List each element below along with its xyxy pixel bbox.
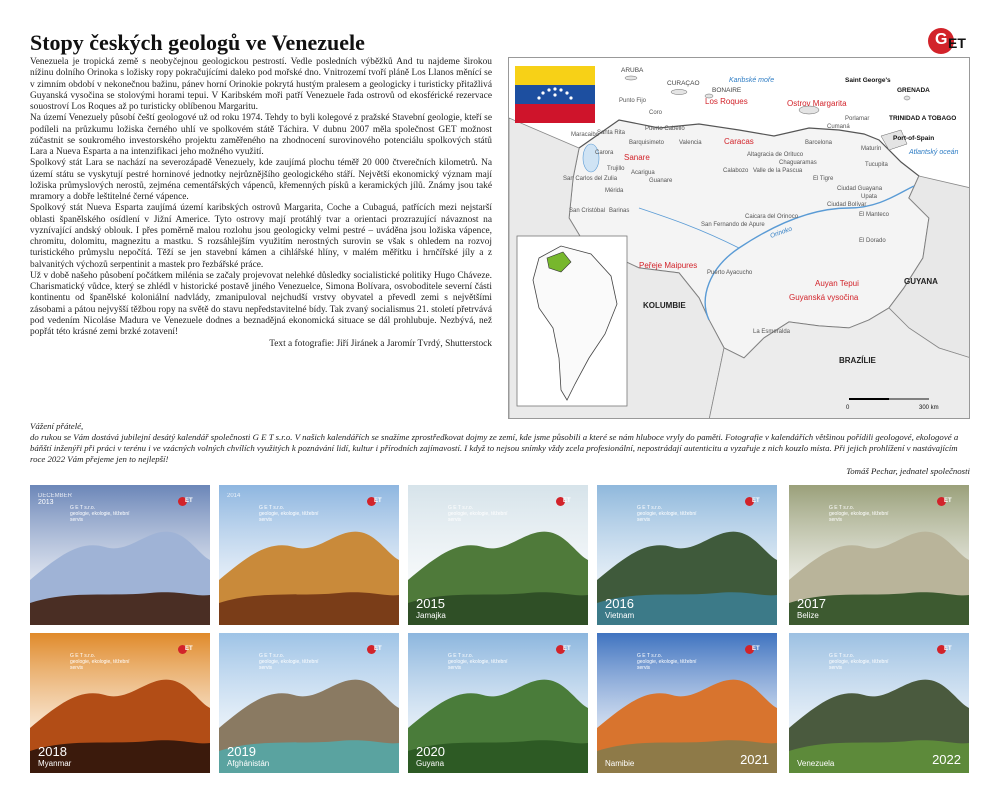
svg-text:Porlamar: Porlamar [845, 116, 870, 122]
map-label-highlight: Peřeje Maipures [639, 261, 698, 270]
calendar-country: Afghánistán [227, 759, 270, 768]
page-title: Stopy českých geologů ve Venezuele [30, 30, 365, 55]
svg-text:El Manteco: El Manteco [859, 212, 890, 218]
scale-label: 300 km [919, 405, 939, 411]
svg-text:Coro: Coro [649, 110, 663, 116]
svg-text:Upata: Upata [861, 194, 878, 200]
map-label-country: KOLUMBIE [643, 301, 686, 310]
map-label-highlight: Guyanská vysočina [789, 293, 859, 302]
get-logo: G ET [928, 28, 970, 54]
calendar-year: 2017 [797, 596, 826, 611]
calendar-country: Venezuela [797, 759, 835, 768]
calendar-brand: G E T s.r.o. geologie, ekologie, těžební servis [637, 653, 697, 671]
get-logo: ET [745, 645, 763, 654]
get-logo: ET [178, 497, 196, 506]
map-label-river: Orinoko [769, 225, 794, 240]
map-label-island: GRENADA [897, 87, 930, 94]
calendar-cover-2017 [789, 485, 969, 625]
svg-text:San Fernando de Apure: San Fernando de Apure [701, 222, 765, 228]
map-label-highlight: Caracas [724, 137, 754, 146]
calendar-cover-2015 [408, 485, 588, 625]
calendar-cover-2014 [219, 485, 399, 625]
calendar-country: Namibie [605, 759, 635, 768]
map-label-highlight: Los Roques [705, 97, 748, 106]
svg-text:Trujillo: Trujillo [607, 166, 625, 172]
get-logo: ET [556, 645, 574, 654]
greeting-signature: Tomáš Pechar, jednatel společnosti [846, 466, 970, 476]
calendar-year: 2018 [38, 744, 67, 759]
inset-south-america [517, 236, 627, 406]
calendar-brand: G E T s.r.o. geologie, ekologie, těžební servis [448, 505, 508, 523]
calendar-country: Jamajka [416, 611, 446, 620]
svg-text:Punto Fijo: Punto Fijo [619, 98, 647, 104]
map-label-country: GUYANA [904, 277, 938, 286]
svg-text:El Tigre: El Tigre [813, 176, 834, 182]
calendar-cover-2022 [789, 633, 969, 773]
svg-text:Chaguaramas: Chaguaramas [779, 160, 817, 166]
get-logo: ET [367, 497, 385, 506]
map-label-island: Port-of-Spain [893, 135, 935, 142]
calendar-year: 2022 [932, 752, 961, 767]
get-logo: ET [556, 497, 574, 506]
get-logo: ET [937, 645, 955, 654]
article-paragraph: Už v době našeho působení počátkem milénia se začaly projevovat nelehké důsledky socialistické politiky Hugo Cháveze. Charismatický vůdce, který se zhlédl v historické postavě jiného Venezuelce, Simona Bolívara, osvoboditele severní části kontinentu od španělské koloniální nadvlády, zmanipuloval nejchudší vrstvy obyvatel a převedl zemi s největšími zásobami a pátou nejvyšší těžbou ropy na světě do stavu nepředstavitelné bídy. Tak zvaný socialismus 21. století přetrvává pod vedením Nicoláse Madura ve Venezuele dodnes a beznadějná ekonomická situace se dál prohlubuje. Nezbývá, než popřát této krásné zemi brzké zotavení! [30, 270, 492, 337]
map-label-island: CURAÇAO [667, 80, 700, 87]
calendar-year: 2021 [740, 752, 769, 767]
greeting-text [30, 421, 970, 477]
calendar-country: Guyana [416, 759, 445, 768]
greeting-body: do rukou se Vám dostává jubilejní desátý kalendář společnosti G E T s.r.o. V našich kalendářích se snažíme zprostředkovat dojmy ze zemí, kde jsme působili a které se nám hluboce vryly do paměti. Fotografie v kalendářích většinou pořídili geologové, ekologové a báňští inženýři při práci v terénu i ve vzácných volných chvílích využitých k poznávání lidí, kultur i přírodních zajímavostí. I když to nejsou snímky vždy zcela profesionální, nepostrádají autenticitu a vyzařuje z nich kouzlo místa. Při jejich prohlížení v nastávajícím roce 2022 Vám přejeme jen to nejlepší! [30, 432, 959, 464]
calendar-year: 2016 [605, 596, 634, 611]
get-logo: ET [937, 497, 955, 506]
svg-text:El Dorado: El Dorado [859, 238, 886, 244]
calendar-year: 2019 [227, 744, 256, 759]
map-label-country: BRAZÍLIE [839, 356, 876, 365]
article-paragraph: Venezuela je tropická země s neobyčejnou geologickou pestrostí. Vedle posledních výběžků And tu najdeme širokou nížinu dolního Orinoka s ložisky ropy pokračujícími daleko pod mořské dno. Vnitrozemí tvoří pláně Los Llanos měnící se v zimním období v nekonečnou bažinu, pánev horní Orinokie pokrytá hustým pralesem a geologicky i turisticky přitažlivá Guyanská vysočina se stolovými horami tepui. V Karibském moři patří Venezuele řada ostrovů od ekosférické rezervace souostroví Los Roques až po turisticky oblíbenou Margaritu. [30, 57, 492, 112]
calendar-brand: G E T s.r.o. geologie, ekologie, těžební servis [829, 653, 889, 671]
map-label-island: ARUBA [621, 67, 644, 74]
map-label-island: TRINIDAD A TOBAGO [889, 115, 957, 122]
svg-text:Ciudad Guayana: Ciudad Guayana [837, 186, 883, 192]
get-logo: ET [178, 645, 196, 654]
calendar-cover-2020 [408, 633, 588, 773]
calendar-year: 2013 [38, 499, 54, 506]
svg-text:Caicara del Orinoco: Caicara del Orinoco [745, 214, 799, 220]
svg-text:Puerto Cabello: Puerto Cabello [645, 126, 685, 132]
calendar-cover-2018 [30, 633, 210, 773]
svg-text:Maturín: Maturín [861, 146, 882, 152]
map-label-sea: Atlantský oceán [909, 149, 959, 156]
map-label-highlight: Sanare [624, 153, 650, 162]
svg-text:Santa Rita: Santa Rita [597, 130, 626, 136]
venezuela-map [508, 57, 970, 419]
map-label-highlight: Auyan Tepui [815, 279, 859, 288]
svg-text:Tucupita: Tucupita [865, 162, 888, 168]
article-paragraph: Na území Venezuely působí čeští geologové už od roku 1974. Tehdy to byli kolegové z pražské Stavební geologie, kteří se podíleli na průzkumu ložiska černého uhlí ve spolkovém státě Táchira. V dubnu 2007 měla společnost GET možnost zúčastnit se soukromého investorského projektu zaměřeného na zhodnocení surovinového potenciálu spolkových států Lara a Nueva Esparta a na intenzifikaci jeho možného využití. [30, 113, 492, 157]
svg-text:San Carlos del Zulia: San Carlos del Zulia [563, 176, 618, 182]
calendar-cover-2016 [597, 485, 777, 625]
calendar-brand: G E T s.r.o. geologie, ekologie, těžební servis [829, 505, 889, 523]
svg-text:Altagracia de Orituco: Altagracia de Orituco [747, 152, 804, 158]
svg-text:Valencia: Valencia [679, 140, 702, 146]
svg-text:San Cristóbal: San Cristóbal [569, 208, 606, 214]
calendar-brand: G E T s.r.o. geologie, ekologie, těžební servis [448, 653, 508, 671]
article-paragraph: Spolkový stát Lara se nachází na severozápadě Venezuely, kde zaujímá plochu téměř 20 000 čtverečních kilometrů. Na území státu se vyskytují pestré horninové jednotky nejrůznějšího geologického stáří. Největší ekonomický význam mají ložiska průmyslových nerostů, zejména cementářských vápenců, křemenných písků a keramických jílů. Známy jsou také mramory a dobře leštitelné černé vápence. [30, 158, 492, 202]
svg-text:Acarigua: Acarigua [631, 170, 655, 176]
map-label-sea: Karibské moře [729, 77, 775, 84]
svg-text:Ciudad Bolívar: Ciudad Bolívar [827, 202, 867, 208]
svg-text:Barcelona: Barcelona [805, 140, 833, 146]
calendar-month: DECEMBER [38, 493, 73, 499]
map-svg [509, 58, 970, 419]
calendar-country: Belize [797, 611, 819, 620]
svg-text:Mérida: Mérida [605, 188, 624, 194]
calendar-country: Vietnam [605, 611, 635, 620]
map-label-island: Saint George's [845, 77, 891, 84]
svg-text:Cumaná: Cumaná [827, 124, 850, 130]
venezuela-flag [515, 66, 595, 123]
get-logo: ET [745, 497, 763, 506]
svg-text:Calabozo: Calabozo [723, 168, 749, 174]
article-text [30, 57, 492, 351]
greeting-salutation: Vážení přátelé, [30, 421, 84, 431]
calendar-brand: G E T s.r.o. geologie, ekologie, těžební servis [70, 653, 130, 671]
calendar-brand: G E T s.r.o. geologie, ekologie, těžební servis [259, 505, 319, 523]
calendar-month: 2014 [227, 493, 241, 499]
calendar-year: 2020 [416, 744, 445, 759]
svg-text:Carora: Carora [595, 150, 614, 156]
map-label-island: BONAIRE [712, 87, 742, 94]
svg-text:Puerto Ayacucho: Puerto Ayacucho [707, 270, 753, 276]
calendar-cover-2013 [30, 485, 210, 625]
calendar-cover-2021 [597, 633, 777, 773]
get-logo: ET [367, 645, 385, 654]
svg-text:Maracaibo: Maracaibo [571, 132, 600, 138]
svg-text:Barquisimeto: Barquisimeto [629, 140, 665, 146]
map-label-highlight: Ostrov Margarita [787, 99, 847, 108]
svg-text:Valle de la Pascua: Valle de la Pascua [753, 168, 803, 174]
calendar-cover-2019 [219, 633, 399, 773]
scale-label: 0 [846, 405, 850, 411]
calendar-brand: G E T s.r.o. geologie, ekologie, těžební servis [637, 505, 697, 523]
calendar-country: Myanmar [38, 759, 72, 768]
calendar-year: 2015 [416, 596, 445, 611]
svg-text:Barinas: Barinas [609, 208, 630, 214]
article-paragraph: Spolkový stát Nueva Esparta zaujímá území karibských ostrovů Margarita, Coche a Cubaguá, patřících mezi nejstarší oblasti španělského osídlení v Jižní Americe. Tyto ostrovy mají protáhlý tvar a orientaci prozrazující návaznost na vyznívající andský oblouk. I přes poměrně malou rozlohu jsou geologicky velmi pestré – uváděna jsou ložiska vápence, chromitu, dolomitu, magnezitu a mastku. S rozsáhlejším využitím nerostných surovin se však s ohledem na rozvoj turistického průmyslu nepočítá. Těží se jen stavební kámen a cihlářské hlíny, v malém měřítku i hrnčířské jíly a z balvanitých výchozů serpentinit a mastek pro řezbářské práce. [30, 203, 492, 270]
calendar-brand: G E T s.r.o. geologie, ekologie, těžební servis [70, 505, 130, 523]
svg-text:La Esmeralda: La Esmeralda [753, 329, 791, 335]
svg-text:Guanare: Guanare [649, 178, 673, 184]
photo-credit: Text a fotografie: Jiří Jiránek a Jaromír Tvrdý, Shutterstock [269, 339, 492, 350]
calendar-brand: G E T s.r.o. geologie, ekologie, těžební servis [259, 653, 319, 671]
